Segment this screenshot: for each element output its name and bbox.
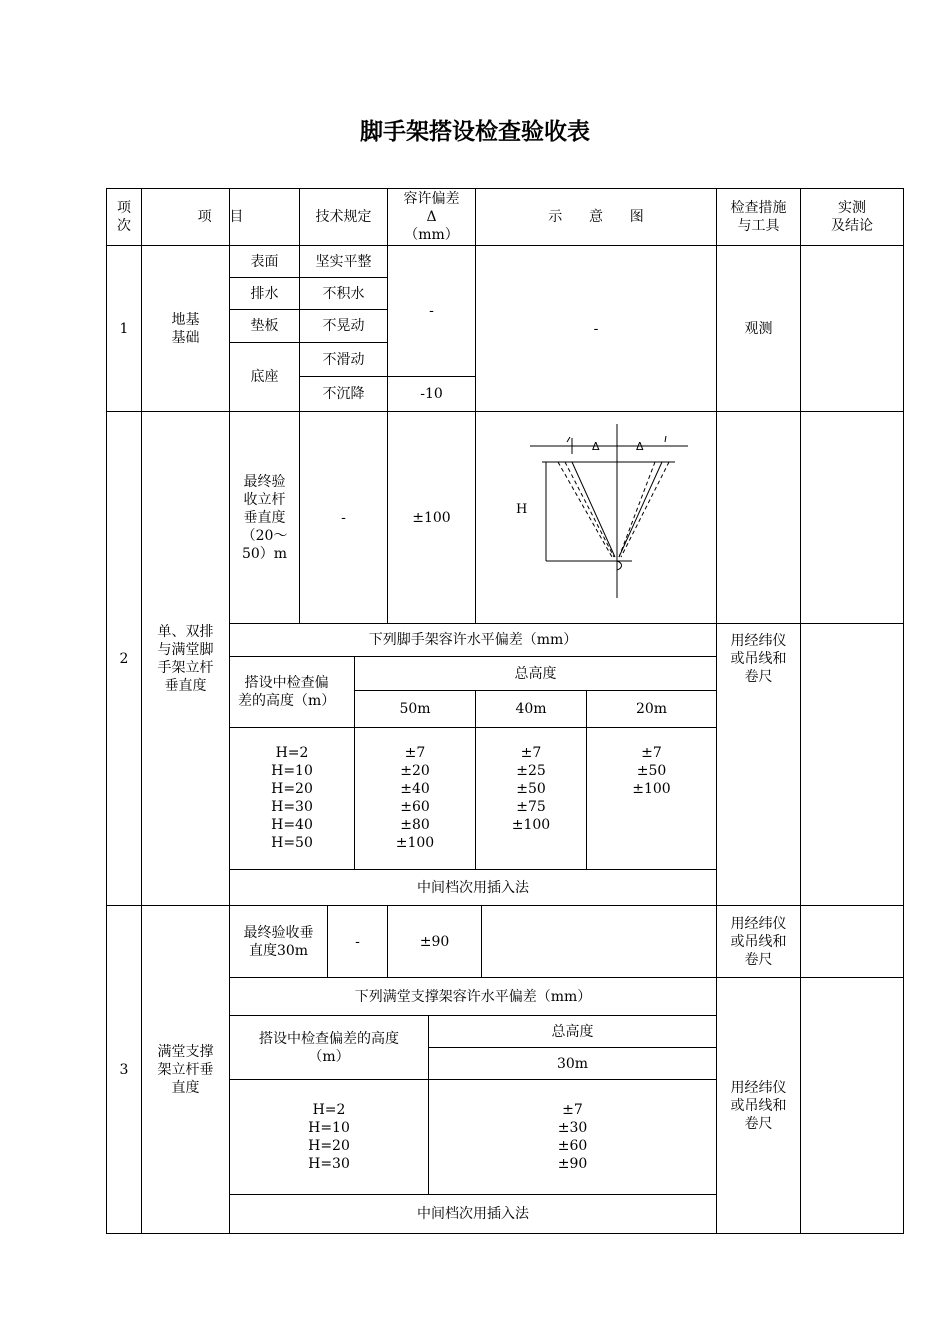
header-diagram: 示 意 图 — [548, 209, 644, 225]
row3-total-height: 总高度 — [551, 1023, 594, 1040]
row3-no: 3 — [119, 1061, 129, 1078]
row1-sub-base: 底座 — [250, 369, 279, 385]
row1-spec-3: 不晃动 — [322, 318, 365, 334]
verticality-diagram — [516, 420, 700, 600]
row1-tolerance-dash: - — [429, 303, 434, 319]
row2-total-height: 总高度 — [514, 665, 557, 682]
row2-heights: H=2 H=10 H=20 H=30 H=40 H=50 — [271, 745, 313, 851]
row2-tolerance: ±100 — [412, 509, 451, 526]
header-result: 实测 及结论 — [831, 200, 873, 234]
row1-no: 1 — [119, 320, 129, 337]
row1-tool: 观测 — [744, 320, 773, 337]
row2-height-label: 搭设中检查偏 差的高度（m） — [238, 675, 336, 709]
row2-no: 2 — [119, 650, 129, 667]
row2-spec: - — [341, 509, 346, 526]
header-tolerance: 容许偏差 Δ （mm） — [403, 191, 460, 243]
row3-tool-b: 用经纬仪 或吊线和 卷尺 — [730, 1079, 787, 1132]
page-title: 脚手架搭设检查验收表 — [360, 119, 590, 145]
row2-tool: 用经纬仪 或吊线和 卷尺 — [730, 632, 787, 685]
row2-table-title: 下列脚手架容许水平偏差（mm） — [368, 632, 578, 648]
diagram-delta-left: Δ — [592, 440, 600, 453]
header-item: 项 目 — [197, 209, 244, 225]
row1-spec-1: 坚实平整 — [315, 253, 372, 270]
row1-spec-2: 不积水 — [322, 285, 365, 302]
row2-col-50m: 50m — [399, 701, 431, 717]
row1-sub-drain: 排水 — [250, 285, 279, 302]
diagram-delta-right: Δ — [636, 440, 644, 453]
row3-col-30m: 30m — [556, 1055, 589, 1072]
row3-height-label: 搭设中检查偏差的高度 （m） — [259, 1030, 399, 1065]
row1-spec-5: 不沉降 — [322, 386, 365, 402]
row3-spec: - — [355, 933, 360, 950]
diagram-h-label: H — [516, 502, 528, 517]
row2-vals-20m: ±7 ±50 ±100 — [632, 745, 671, 797]
row3-tool-a: 用经纬仪 或吊线和 卷尺 — [730, 915, 787, 968]
row1-spec-4: 不滑动 — [322, 351, 365, 368]
row1-sub-surface: 表面 — [250, 253, 279, 270]
header-no: 项 次 — [117, 200, 131, 234]
row3-table-title: 下列满堂支撑架容许水平偏差（mm） — [354, 988, 592, 1005]
header-spec: 技术规定 — [315, 209, 372, 225]
row1-diagram: - — [593, 320, 599, 337]
row3-vals-30m: ±7 ±30 ±60 ±90 — [557, 1102, 588, 1172]
row3-footer: 中间档次用插入法 — [417, 1206, 529, 1222]
row1-tolerance-last: -10 — [420, 386, 443, 402]
row1-item: 地基 基础 — [171, 311, 200, 346]
row2-footer: 中间档次用插入法 — [417, 879, 529, 896]
row2-vals-40m: ±7 ±25 ±50 ±75 ±100 — [511, 745, 551, 833]
row2-col-20m: 20m — [635, 701, 668, 717]
row2-vals-50m: ±7 ±20 ±40 ±60 ±80 ±100 — [395, 745, 435, 851]
row2-sub: 最终验 收立杆 垂直度 （20～ 50）m — [241, 473, 288, 562]
row2-item: 单、双排 与满堂脚 手架立杆 垂直度 — [157, 623, 214, 694]
header-tool: 检查措施 与工具 — [730, 200, 787, 234]
row3-sub: 最终验收垂 直度30m — [243, 924, 314, 959]
row2-col-40m: 40m — [515, 701, 547, 717]
row3-heights: H=2 H=10 H=20 H=30 — [308, 1102, 350, 1172]
row3-item: 满堂支撑 架立杆垂 直度 — [157, 1043, 214, 1096]
row1-sub-pad: 垫板 — [250, 318, 279, 334]
row3-tolerance: ±90 — [419, 933, 450, 950]
